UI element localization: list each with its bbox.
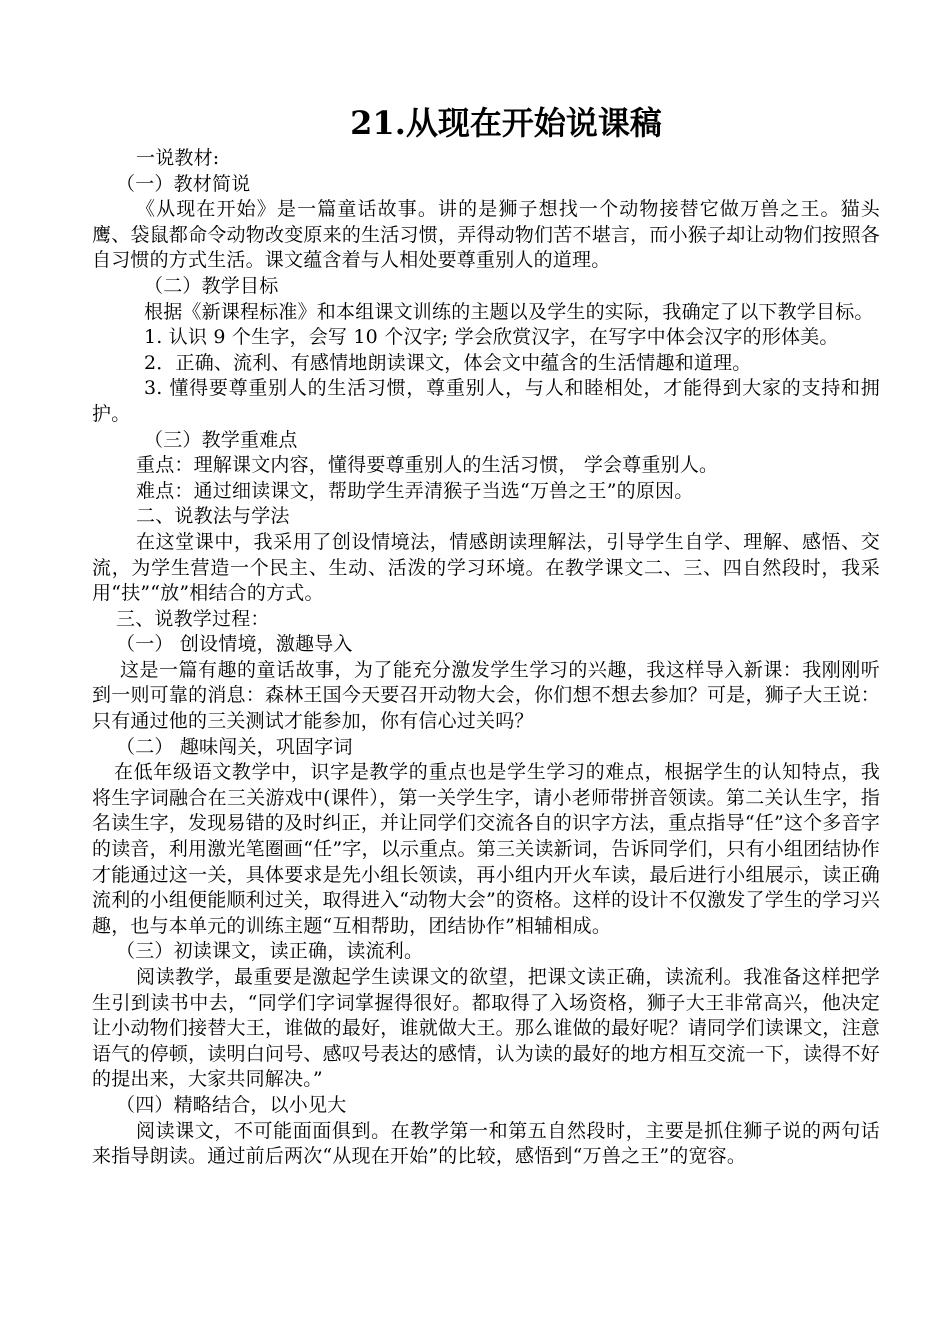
paragraph: 2．正确、流利、有感情地朗读课文，体会文中蕴含的生活情趣和道理。	[144, 351, 752, 374]
paragraph: 难点：通过细读课文，帮助学生弄清猴子当选“万兽之王”的原因。	[136, 479, 694, 502]
paragraph: 在这堂课中，我采用了创设情境法，情感朗读理解法，引导学生自学、理解、感悟、交流，为学生营造一个民主、生动、活泼的学习环境。在教学课文二、三、四自然段时，我采用“扶”“放”相结合的方式。	[92, 530, 880, 605]
paragraph: （二）教学目标	[144, 274, 279, 297]
paragraph: 三、说教学过程：	[116, 607, 270, 630]
paragraph: 重点：理解课文内容，懂得要尊重别人的生活习惯， 学会尊重别人。	[136, 454, 719, 477]
document-title: 21.从现在开始说课稿	[350, 104, 662, 142]
paragraph: 一说教材:	[136, 147, 220, 169]
document-page	[92, 100, 880, 1280]
paragraph: 在低年级语文教学中，识字是教学的重点也是学生学习的难点，根据学生的认知特点，我将生字词融合在三关游戏中(课件），第一关学生字，请小老师带拼音领读。第二关认生字，指名读生字，发现易错的及时纠正，并让同学们交流各自的识字方法，重点指导“任”这个多音字的读音，利用激光笔圈画“任”字，以示重点。第三关读新词，告诉同学们，只有小组团结协作才能通过这一关，具体要求是先小组长领读，再小组内开火车读，最后进行小组展示，读正确流利的小组便能顺利过关，取得进入“动物大会”的资格。这样的设计不仅激发了学生的学习兴趣，也与本单元的训练主题“互相帮助，团结协作”相辅相成。	[92, 761, 880, 937]
paragraph: （二） 趣味闯关，巩固字词	[116, 735, 353, 758]
paragraph: （四）精略结合，以小见大	[116, 1093, 347, 1116]
paragraph: 1. 认识 9 个生字，会写 10 个汉字; 学会欣赏汉字，在写字中体会汉字的形体美。	[144, 326, 839, 349]
paragraph: 二、说教法与学法	[136, 505, 290, 528]
paragraph: 根据《新课程标准》和本组课文训练的主题以及学生的实际，我确定了以下教学目标。	[144, 300, 874, 323]
paragraph: （三）初读课文，读正确，读流利。	[116, 940, 424, 963]
paragraph: 这是一篇有趣的童话故事，为了能充分激发学生学习的兴趣，我这样导入新课：我刚刚听到一则可靠的消息：森林王国今天要召开动物大会，你们想不想去参加？可是，狮子大王说：只有通过他的三关测试才能参加，你有信心过关吗？	[92, 658, 880, 733]
paragraph: 《从现在开始》是一篇童话故事。讲的是狮子想找一个动物接替它做万兽之王。猫头鹰、袋鼠都命令动物改变原来的生活习惯，弄得动物们苦不堪言，而小猴子却让动物们按照各自习惯的方式生活。课文蕴含着与人相处要尊重别人的道理。	[92, 198, 880, 272]
paragraph: （一） 创设情境，激趣导入	[116, 633, 353, 656]
paragraph: 阅读课文，不可能面面俱到。在教学第一和第五自然段时，主要是抓住狮子说的两句话来指导朗读。通过前后两次“从现在开始”的比较，感悟到“万兽之王”的宽容。	[92, 1119, 880, 1168]
paragraph: 3. 懂得要尊重别人的生活习惯，尊重别人，与人和睦相处，才能得到大家的支持和拥护。	[92, 377, 880, 425]
paragraph: （一）教材简说	[116, 172, 251, 195]
paragraph: 阅读教学，最重要是激起学生读课文的欲望，把课文读正确，读流利。我准备这样把学生引到读书中去，“同学们字词掌握得很好。都取得了入场资格，狮子大王非常高兴，他决定让小动物们接替大王，谁做的最好，谁就做大王。那么谁做的最好呢？请同学们读课文，注意语气的停顿，读明白问号、感叹号表达的感情，认为读的最好的地方相互交流一下，读得不好的提出来，大家共同解决。”	[92, 966, 880, 1091]
paragraph: （三）教学重难点	[144, 428, 298, 451]
document-body	[92, 146, 880, 1170]
